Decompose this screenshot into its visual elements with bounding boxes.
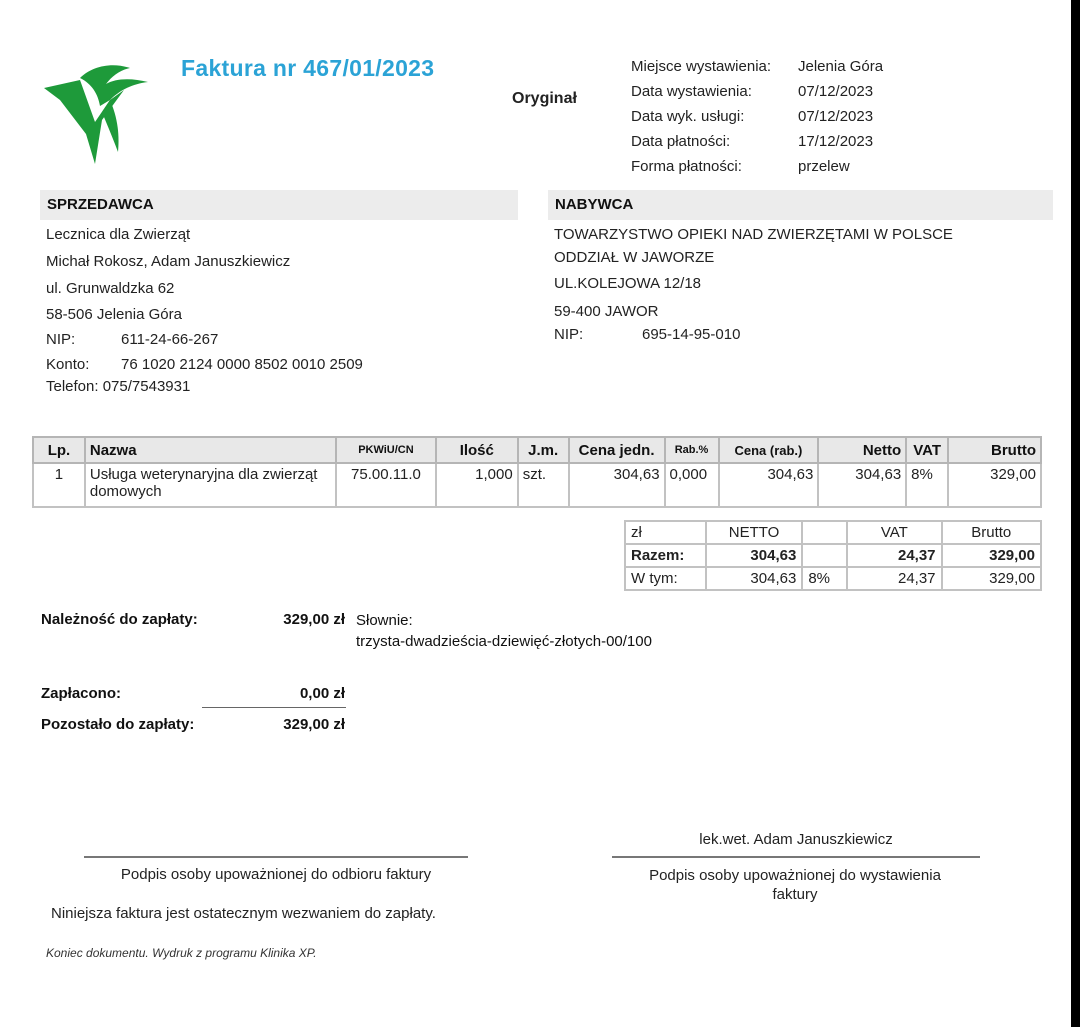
buyer-heading: NABYWCA [548, 190, 1053, 220]
col-net: Netto [818, 437, 906, 463]
sum-empty [802, 521, 847, 544]
meta-label: Data płatności: [631, 133, 731, 150]
table-row [33, 463, 1041, 507]
meta-value: Jelenia Góra [798, 58, 884, 75]
sum-total-gross: 329,00 [942, 544, 1041, 567]
summary-total-row [625, 544, 1041, 567]
paid-underline [202, 707, 346, 708]
words-label: Słownie: [356, 612, 413, 629]
sum-total-label: Razem: [625, 544, 706, 567]
cell-unit: szt. [518, 463, 569, 507]
copy-label: Oryginał [512, 90, 577, 107]
meta-row [631, 129, 918, 154]
nip-label: NIP: [46, 331, 76, 348]
buyer-city: 59-400 JAWOR [554, 303, 659, 320]
meta-label: Forma płatności: [631, 158, 742, 175]
sum-total-vat: 24,37 [847, 544, 941, 567]
col-discount: Rab.% [665, 437, 719, 463]
seller-street: ul. Grunwaldzka 62 [46, 280, 175, 297]
col-pkwiu: PKWiU/CN [336, 437, 436, 463]
phone-label: Telefon: [46, 378, 99, 395]
amount-in-words: trzysta-dwadzieścia-dziewięć-złotych-00/100 [356, 633, 652, 650]
sum-incl-gross: 329,00 [942, 567, 1041, 590]
sum-h-gross: Brutto [942, 521, 1041, 544]
col-vat: VAT [906, 437, 948, 463]
meta-value: przelew [798, 158, 850, 175]
cell-vat: 8% [906, 463, 948, 507]
buyer-name-line2: ODDZIAŁ W JAWORZE [554, 249, 715, 266]
sum-h-vat: VAT [847, 521, 941, 544]
receiver-signature-line [84, 856, 468, 858]
seller-nip [46, 331, 218, 348]
sum-incl-rate: 8% [802, 567, 847, 590]
sum-incl-net: 304,63 [706, 567, 803, 590]
col-price-disc: Cena (rab.) [719, 437, 819, 463]
col-price: Cena jedn. [569, 437, 665, 463]
receiver-caption: Podpis osoby upoważnionej do odbioru faktury [120, 866, 432, 883]
cell-lp: 1 [33, 463, 85, 507]
col-name: Nazwa [85, 437, 336, 463]
cell-discount: 0,000 [665, 463, 719, 507]
col-qty: Ilość [436, 437, 518, 463]
col-gross: Brutto [948, 437, 1041, 463]
due-label: Należność do zapłaty: [41, 611, 198, 628]
col-unit: J.m. [518, 437, 569, 463]
issuer-caption: Podpis osoby upoważnionej do wystawienia faktury [649, 867, 941, 903]
buyer-name-line1: TOWARZYSTWO OPIEKI NAD ZWIERZĘTAMI W POLSCE [554, 226, 953, 243]
meta-label: Miejsce wystawienia: [631, 58, 772, 75]
meta-label: Data wyk. usługi: [631, 108, 745, 125]
meta-value: 17/12/2023 [798, 133, 874, 150]
seller-phone [46, 378, 190, 395]
final-notice: Niniejsza faktura jest ostatecznym wezwaniem do zapłaty. [51, 905, 436, 922]
due-amount: 329,00 zł [283, 611, 345, 628]
account-label: Konto: [46, 356, 90, 373]
seller-name: Lecznica dla Zwierząt [46, 226, 191, 243]
remaining-amount: 329,00 zł [283, 716, 345, 733]
invoice-title: Faktura nr 467/01/2023 [181, 55, 435, 81]
buyer-nip [554, 326, 740, 343]
meta-value: 07/12/2023 [798, 108, 874, 125]
meta-value: 07/12/2023 [798, 83, 874, 100]
meta-label: Data wystawienia: [631, 83, 752, 100]
cell-name: Usługa weterynaryjna dla zwierząt domowych [85, 463, 336, 507]
summary-header-row [625, 521, 1041, 544]
meta-row [631, 104, 918, 129]
cell-pkwiu: 75.00.11.0 [336, 463, 436, 507]
meta-row [631, 154, 918, 179]
sum-incl-label: W tym: [625, 567, 706, 590]
clinic-logo [40, 60, 160, 168]
table-header-row [33, 437, 1041, 463]
sum-h-net: NETTO [706, 521, 803, 544]
nip-value: 611-24-66-267 [121, 331, 219, 348]
paid-label: Zapłacono: [41, 685, 122, 702]
account-value: 76 1020 2124 0000 8502 0010 2509 [121, 356, 363, 373]
cell-price-disc: 304,63 [719, 463, 819, 507]
sum-currency: zł [625, 521, 706, 544]
meta-row [631, 54, 918, 79]
cell-gross: 329,00 [948, 463, 1041, 507]
meta-row [631, 79, 918, 104]
phone-value: 075/7543931 [102, 378, 191, 395]
page-edge [1071, 0, 1080, 1027]
seller-heading: SPRZEDAWCA [40, 190, 518, 220]
seller-account [46, 356, 363, 373]
invoice-meta [631, 54, 918, 179]
summary-incl-row [625, 567, 1041, 590]
seller-city: 58-506 Jelenia Góra [46, 306, 182, 323]
sum-empty [802, 544, 847, 567]
remaining-label: Pozostało do zapłaty: [41, 716, 195, 733]
issuer-name: lek.wet. Adam Januszkiewicz [699, 831, 893, 848]
end-note: Koniec dokumentu. Wydruk z programu Klinika XP. [46, 946, 317, 960]
nip-label: NIP: [554, 326, 584, 343]
cell-price: 304,63 [569, 463, 665, 507]
paid-amount: 0,00 zł [299, 685, 345, 702]
issuer-signature-line [612, 856, 980, 858]
cell-qty: 1,000 [436, 463, 518, 507]
nip-value: 695-14-95-010 [642, 326, 741, 343]
sum-incl-vat: 24,37 [847, 567, 941, 590]
sum-total-net: 304,63 [706, 544, 803, 567]
seller-owners: Michał Rokosz, Adam Januszkiewicz [46, 253, 291, 270]
items-table [32, 436, 1042, 508]
cell-net: 304,63 [818, 463, 906, 507]
col-lp: Lp. [33, 437, 85, 463]
summary-table [624, 520, 1042, 591]
buyer-street: UL.KOLEJOWA 12/18 [554, 275, 702, 292]
